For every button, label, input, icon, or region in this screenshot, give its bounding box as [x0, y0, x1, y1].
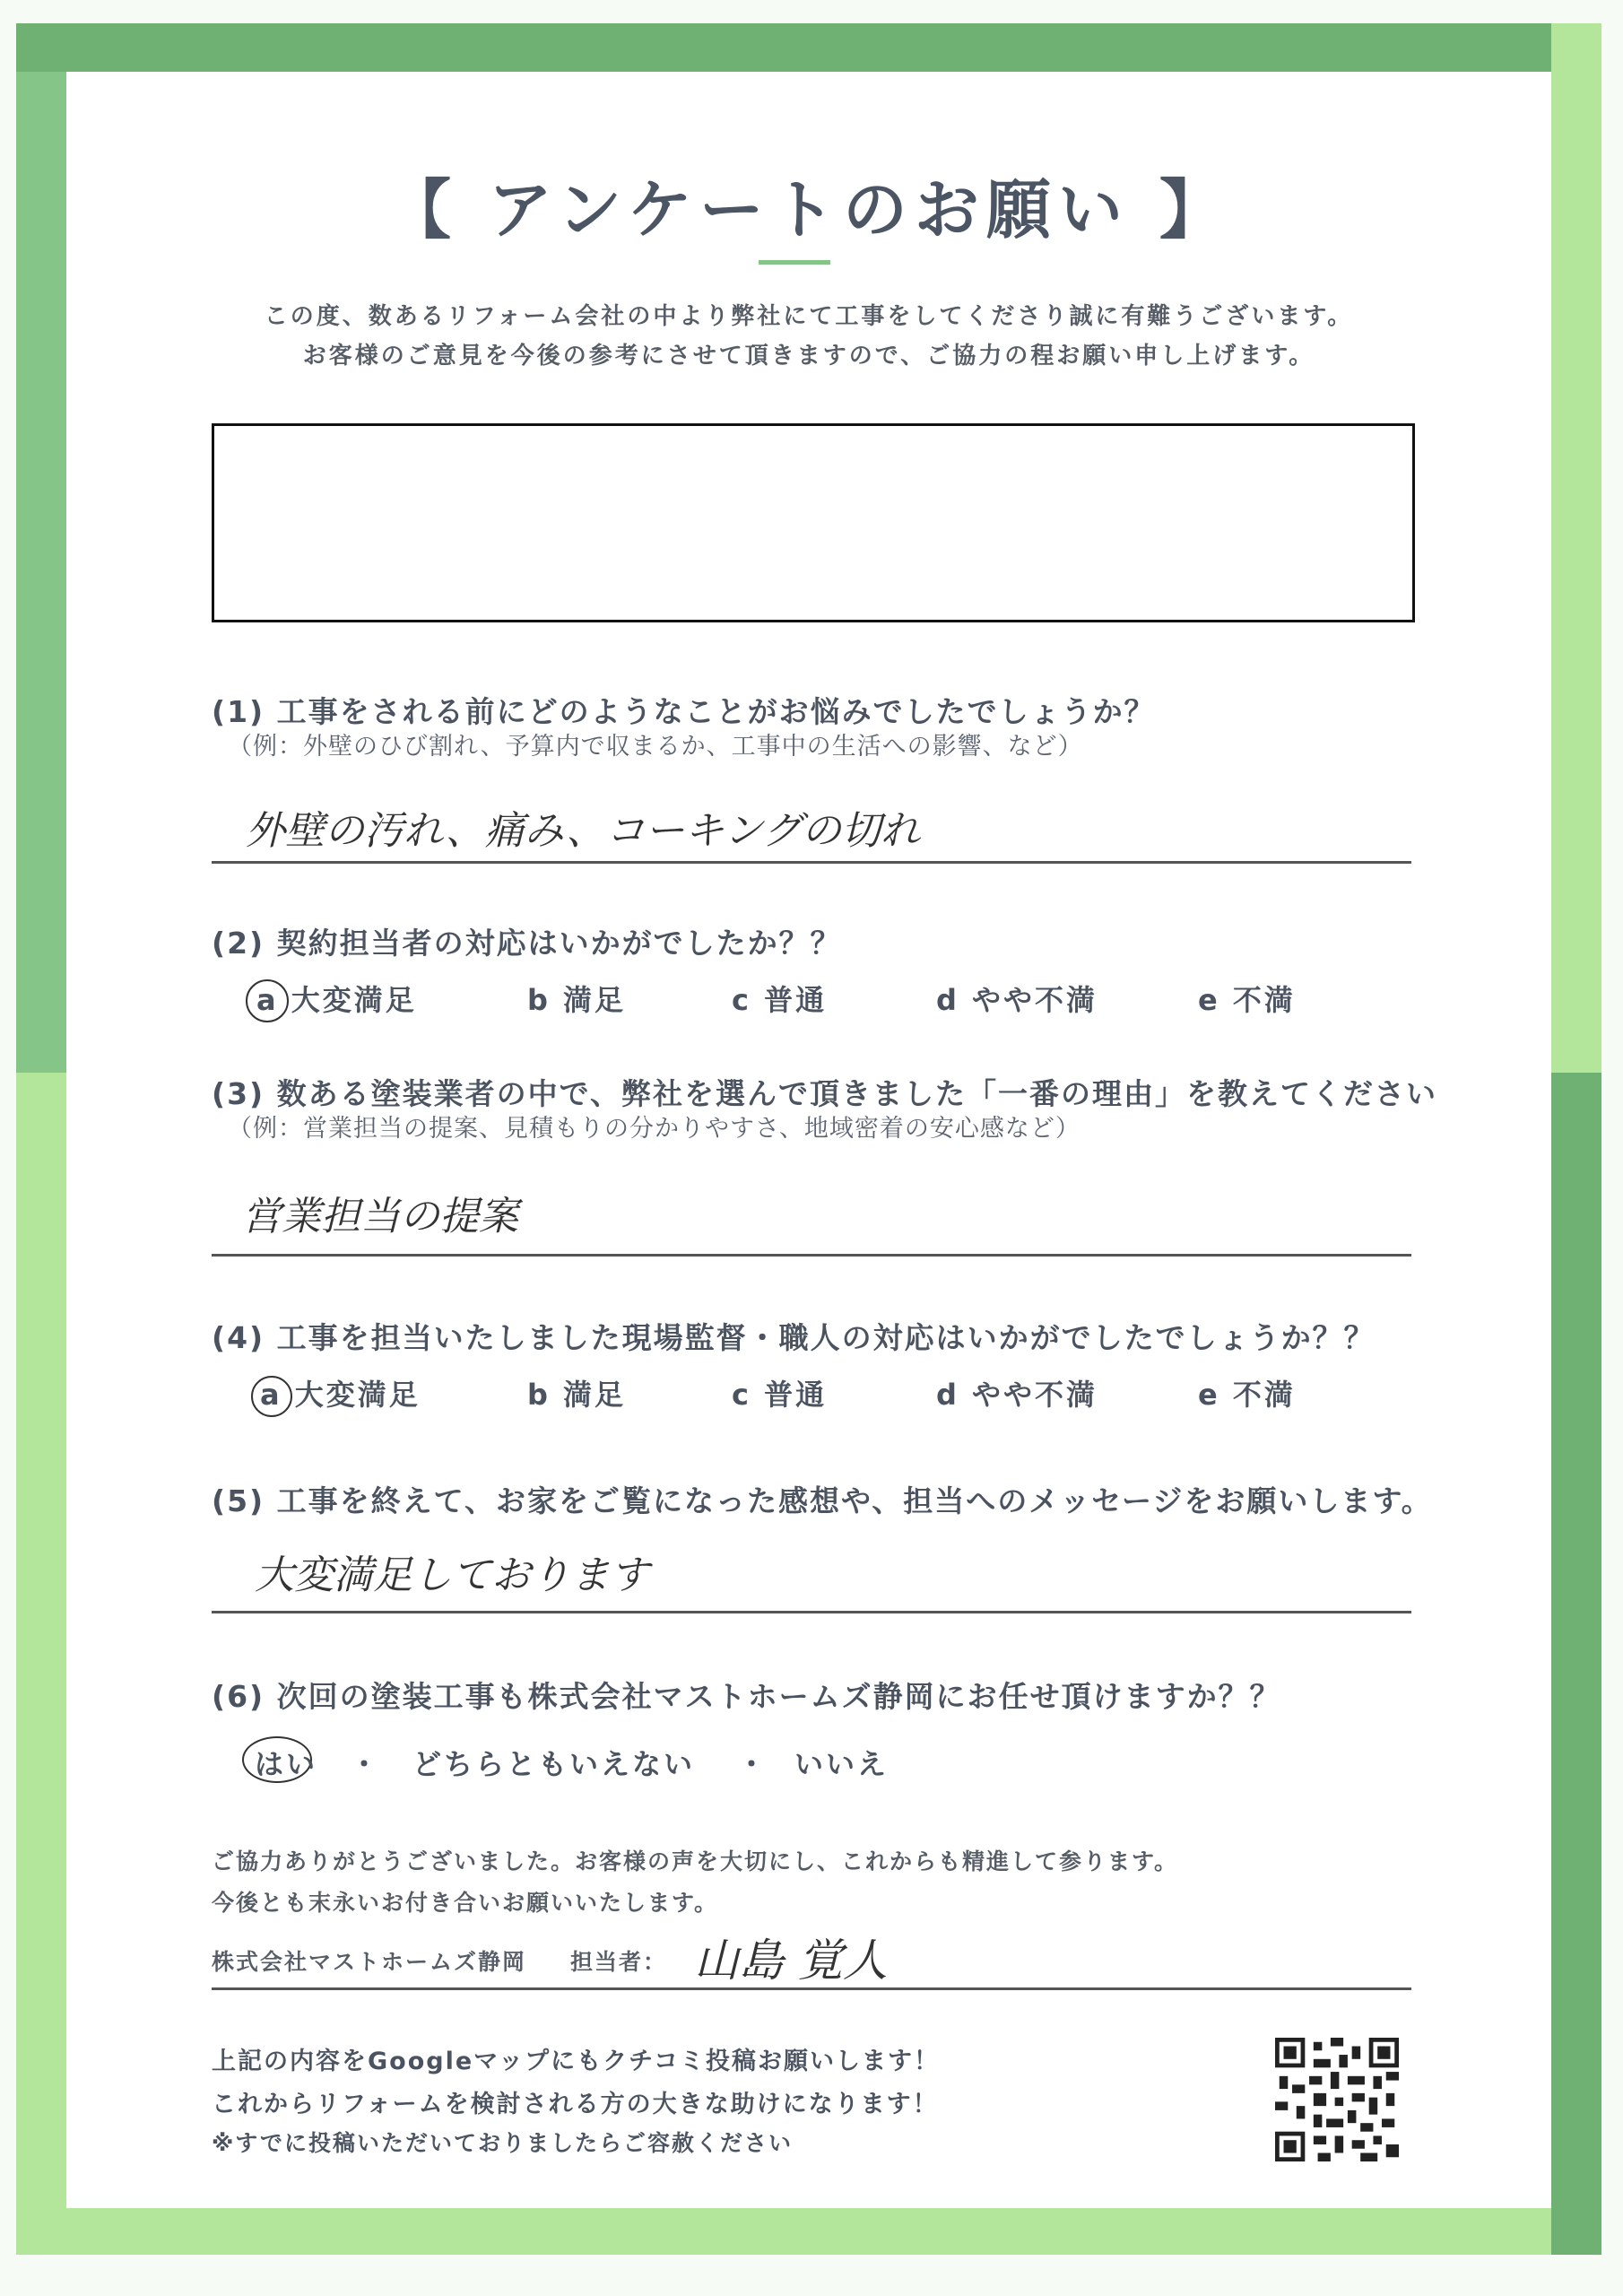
staff-signature: 山島 覚人: [694, 1935, 888, 1987]
footer-line-3: ※すでに投稿いただいておりましたらご容赦ください: [212, 2130, 794, 2156]
closing-line-2: 今後とも末永いお付き合いお願いいたします。: [212, 1890, 719, 1916]
q4-option-b: b 満足: [527, 1378, 627, 1412]
q3-answer-line: [212, 1254, 1411, 1257]
staff-label: 担当者：: [570, 1949, 668, 1975]
q2-option-c: c 普通: [732, 983, 828, 1017]
q1-answer: 外壁の汚れ、痛み、コーキングの切れ: [246, 808, 920, 854]
q3-answer: 営業担当の提案: [242, 1194, 518, 1239]
q6-separator-1: ・: [350, 1747, 382, 1781]
q4-label: (4) 工事を担当いたしました現場監督・職人の対応はいかがでしたでしょうか？？: [212, 1320, 1376, 1355]
company-name: 株式会社マストホームズ静岡: [212, 1949, 527, 1975]
q1-example: （例：外壁のひび割れ、予算内で収まるか、工事中の生活への影響、など）: [228, 733, 1083, 761]
q6-separator-2: ・: [737, 1747, 769, 1781]
q2-option-a: a 大変満足: [256, 983, 417, 1017]
q1-label: (1) 工事をされる前にどのようなことがお悩みでしたでしょうか？: [212, 694, 1156, 729]
title-underline: [759, 260, 830, 265]
intro-line-2: お客様のご意見を今後の参考にさせて頂きますので、ご協力の程お願い申し上げます。: [302, 343, 1315, 370]
q2-option-b: b 満足: [527, 983, 627, 1017]
q3-example: （例：営業担当の提案、見積もりの分かりやすさ、地域密着の安心感など）: [228, 1115, 1081, 1143]
frame-accent-bottom-right: [1551, 1073, 1601, 2255]
q1-answer-line: [212, 861, 1411, 864]
q4-option-d: d やや不満: [936, 1378, 1098, 1412]
page-title: 【 アンケートのお願い 】: [386, 172, 1231, 248]
survey-sheet: [66, 72, 1551, 2208]
q5-answer-line: [212, 1611, 1411, 1613]
footer-line-2: これからリフォームを検討される方の大きな助けになります！: [212, 2091, 939, 2118]
signature-line: [212, 1987, 1411, 1990]
frame-accent-top-right: [1551, 23, 1601, 1073]
footer-line-1: 上記の内容をGoogleマップにもクチコミ投稿お願いします！: [212, 2048, 940, 2075]
q6-option-undecided: どちらともいえない: [412, 1747, 696, 1781]
q4-option-a: a 大変満足: [260, 1378, 421, 1412]
frame-accent-top: [16, 23, 1551, 72]
q5-answer: 大変満足しております: [255, 1552, 649, 1598]
q4-option-c: c 普通: [732, 1378, 828, 1412]
q6-label: (6) 次回の塗装工事も株式会社マストホームズ静岡にお任せ頂けますか？？: [212, 1679, 1281, 1714]
q3-label: (3) 数ある塗装業者の中で、弊社を選んで頂きました「一番の理由」を教えてください: [212, 1076, 1437, 1111]
q6-option-no: いいえ: [794, 1747, 890, 1781]
q6-option-yes: はい: [255, 1747, 318, 1781]
q2-option-e: e 不満: [1198, 983, 1296, 1017]
frame-accent-bottom: [66, 2208, 1601, 2255]
qr-code-icon: [1275, 2038, 1399, 2161]
frame-accent-left: [16, 1073, 66, 2255]
redacted-customer-box: [212, 423, 1415, 622]
q4-option-e: e 不満: [1198, 1378, 1296, 1412]
q2-option-d: d やや不満: [936, 983, 1098, 1017]
q2-label: (2) 契約担当者の対応はいかがでしたか？？: [212, 926, 842, 961]
closing-line-1: ご協力ありがとうございました。お客様の声を大切にし、これからも精進して参ります。: [212, 1848, 1179, 1874]
intro-line-1: この度、数あるリフォーム会社の中より弊社にて工事をしてくださり誠に有難うございます。: [264, 303, 1354, 330]
q5-label: (5) 工事を終えて、お家をご覧になった感想や、担当へのメッセージをお願いします。: [212, 1483, 1433, 1518]
